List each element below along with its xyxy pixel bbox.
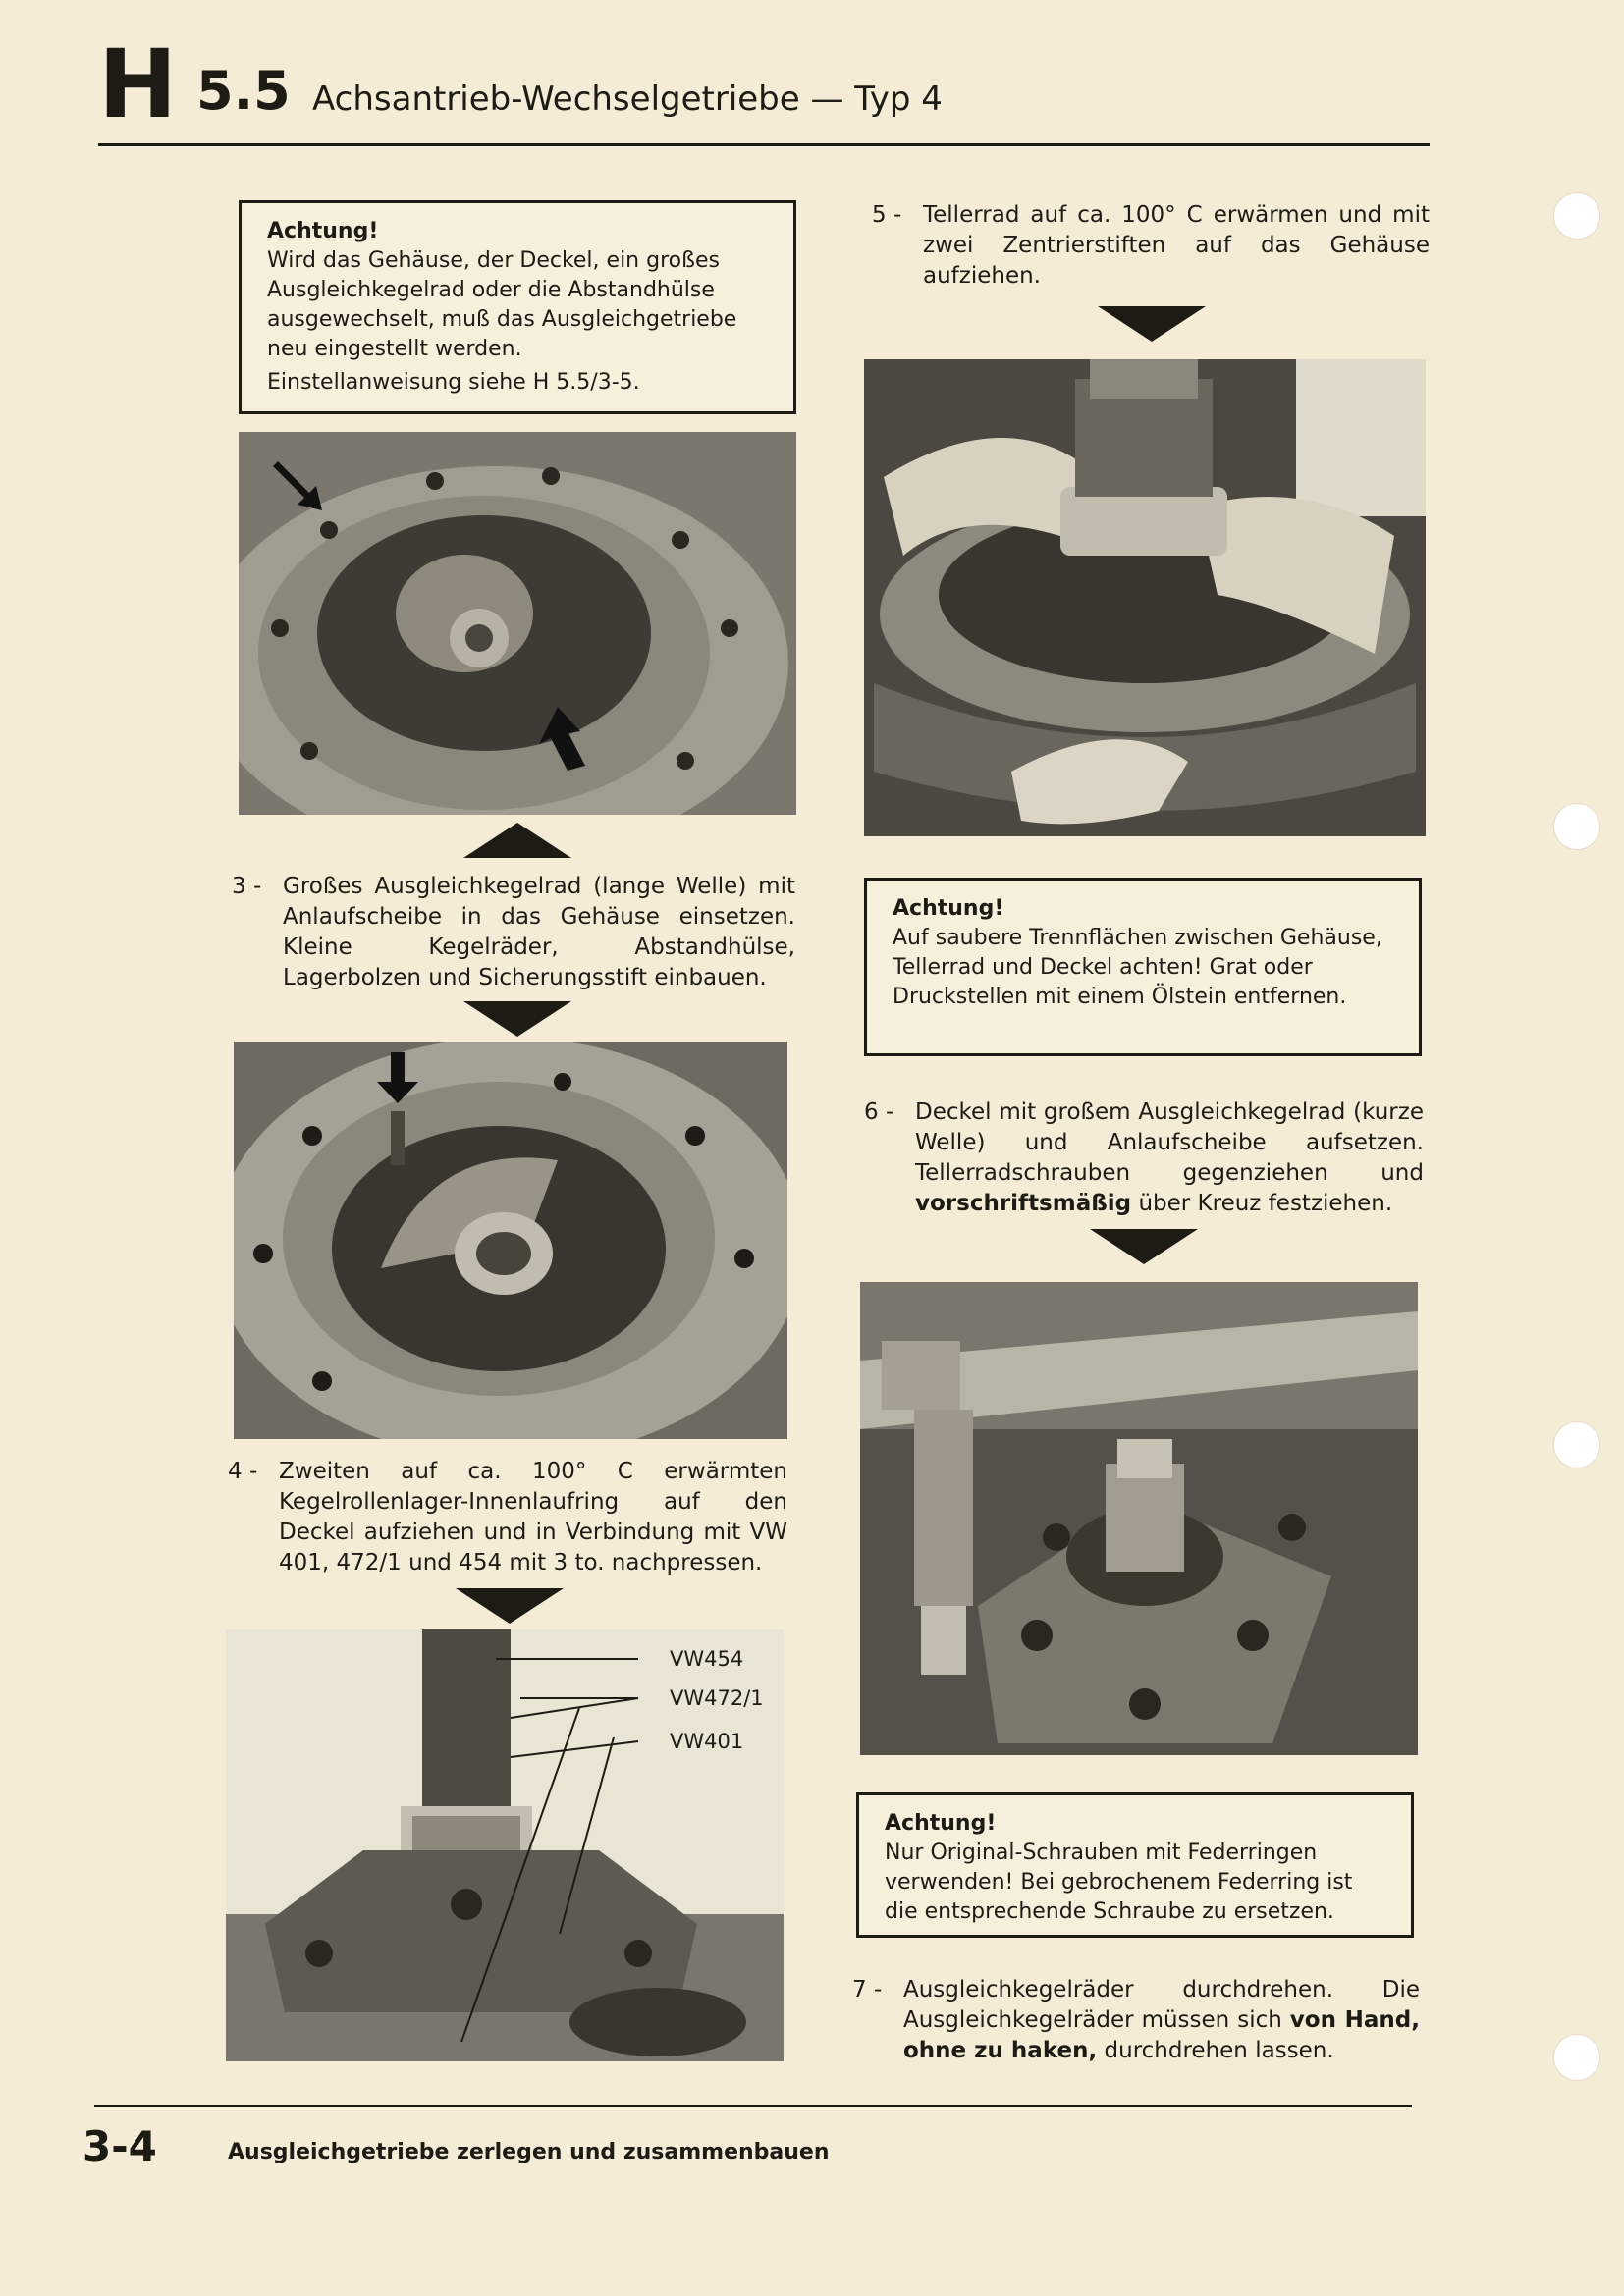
page-title: Achsantrieb-Wechselgetriebe — Typ 4 — [312, 80, 943, 119]
binder-hole — [1553, 803, 1600, 850]
step-text: Ausgleichkegelräder durchdrehen. Die Ausgleichkegelräder müssen sich von Hand, ohne zu haken, durchdrehen lassen. — [903, 1977, 1420, 2063]
note-title: Achtung! — [885, 1811, 997, 1836]
note-body: Wird das Gehäuse, der Deckel, ein großes Ausgleichkegelrad oder die Abstandhülse ausgewechselt, muß das Ausgleichgetriebe neu eingestellt werden. — [267, 248, 737, 361]
step-number: 7 - — [852, 1977, 883, 2002]
binder-hole — [1553, 1421, 1600, 1468]
footer-title: Ausgleichgetriebe zerlegen und zusammenbauen — [228, 2140, 830, 2164]
binder-hole — [1553, 2034, 1600, 2081]
warning-note-1 — [239, 200, 796, 414]
callout-vw472: VW472/1 — [670, 1686, 764, 1710]
step-3 — [232, 872, 795, 993]
note-body: Auf saubere Trennflächen zwischen Gehäuse, Tellerrad und Deckel achten! Grat oder Druckstellen mit einem Ölstein entfernen. — [893, 926, 1382, 1009]
section-number: 5.5 — [196, 60, 291, 122]
arrow-down-icon — [1098, 306, 1206, 342]
photo-housing-pin — [234, 1042, 787, 1439]
footer-rule — [94, 2105, 1412, 2107]
step-number: 4 - — [228, 1459, 258, 1484]
callout-vw401: VW401 — [670, 1730, 744, 1753]
arrow-down-icon — [1090, 1229, 1198, 1264]
step-number: 5 - — [872, 202, 902, 228]
step-text: Deckel mit großem Ausgleichkegelrad (kurze Welle) und Anlaufscheibe aufsetzen. Tellerradschrauben gegenziehen und vorschriftsmäßig über Kreuz festziehen. — [915, 1099, 1424, 1216]
step-5 — [872, 200, 1430, 292]
warning-note-3 — [856, 1792, 1414, 1938]
step-text: Zweiten auf ca. 100° C erwärmten Kegelrollenlager-Innenlaufring auf den Deckel aufziehen und in Verbindung mit VW 401, 472/1 und 454 mit 3 to. nachpressen. — [279, 1459, 787, 1575]
step-7 — [852, 1975, 1420, 2066]
photo-ring-gear — [864, 359, 1426, 836]
arrow-down-icon — [456, 1588, 564, 1624]
section-letter: H — [98, 29, 176, 139]
step-6 — [864, 1097, 1424, 1219]
note-body: Nur Original-Schrauben mit Federringen verwenden! Bei gebrochenem Federring ist die entsprechende Schraube zu ersetzen. — [885, 1841, 1353, 1924]
warning-note-2 — [864, 878, 1422, 1056]
photo-housing-gears — [239, 432, 796, 815]
arrow-up-icon — [463, 823, 571, 858]
note-title: Achtung! — [893, 896, 1004, 921]
arrow-down-icon — [463, 1001, 571, 1037]
note-title: Achtung! — [267, 219, 379, 243]
header-rule — [98, 143, 1430, 146]
step-number: 3 - — [232, 874, 262, 899]
photo-torque-wrench — [860, 1282, 1418, 1755]
callout-vw454: VW454 — [670, 1647, 744, 1671]
step-number: 6 - — [864, 1099, 894, 1125]
step-4 — [228, 1457, 787, 1578]
step-text: Tellerrad auf ca. 100° C erwärmen und mit zwei Zentrierstiften auf das Gehäuse aufziehen. — [923, 202, 1430, 289]
page-number: 3-4 — [82, 2122, 157, 2170]
step-text: Großes Ausgleichkegelrad (lange Welle) mit Anlaufscheibe in das Gehäuse einsetzen. Kleine Kegelräder, Abstandhülse, Lagerbolzen und Sicherungsstift einbauen. — [283, 874, 795, 990]
note-reference: Einstellanweisung siehe H 5.5/3-5. — [267, 370, 640, 395]
binder-hole — [1553, 192, 1600, 240]
